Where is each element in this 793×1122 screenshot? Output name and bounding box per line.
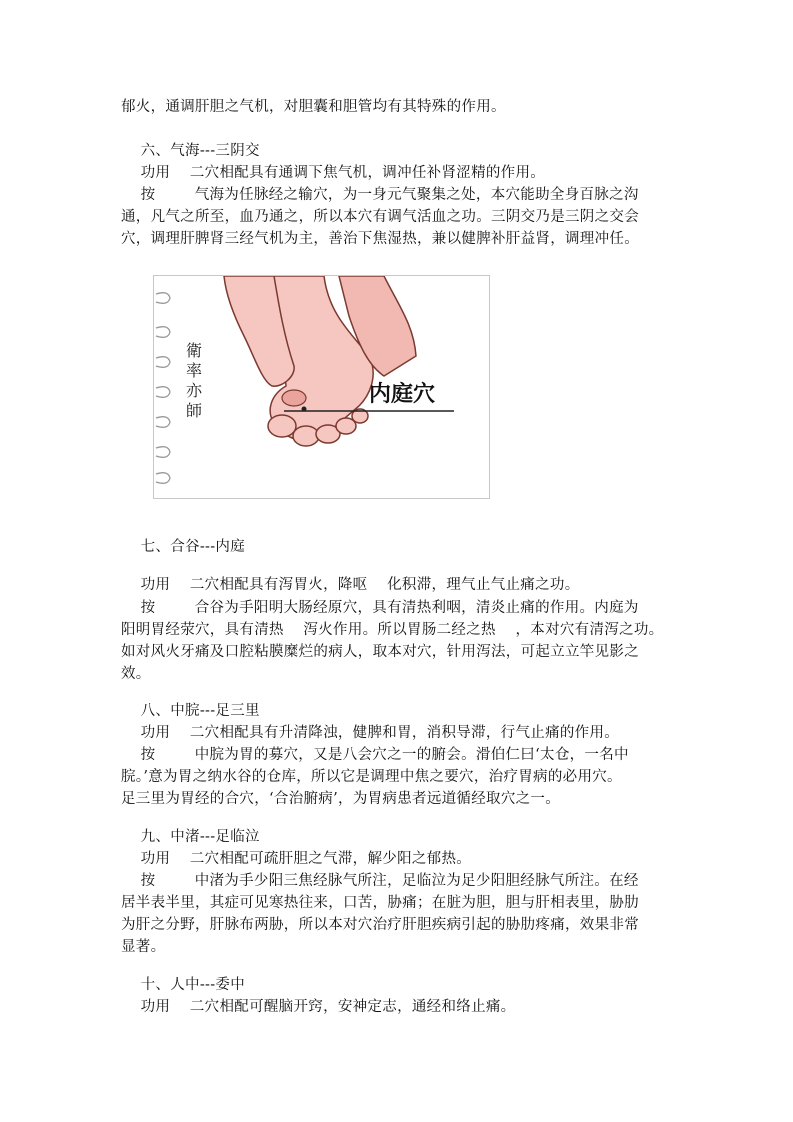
text-line: 按 气海为任脉经之输穴，为一身元气聚集之处，本穴能助全身百脉之沟 [121, 187, 639, 203]
text-line: 如对风火牙痛及口腔粘膜糜烂的病人，取本对穴，针用泻法，可起立立竿见影之 [121, 644, 639, 660]
text-line: 功用 二穴相配具有升清降浊，健脾和胃，消积导滞，行气止痛的作用。 [121, 725, 620, 741]
section-heading: 十、人中---委中 [121, 977, 246, 993]
section-heading: 六、气海---三阴交 [121, 143, 260, 159]
seal-char: 衛 [186, 341, 203, 360]
text-line: 阳明胃经荥穴，具有清热 泻火作用。所以胃肠二经之热 ，本对穴有清泻之功。 [121, 622, 664, 638]
text-line: 按 中渚为手少阳三焦经脉气所注，足临泣为足少阳胆经脉气所注。在经 [121, 873, 639, 889]
seal-char: 師 [186, 401, 203, 420]
ring-binder-icon [156, 293, 170, 484]
text-line: 穴，调理肝脾肾三经气机为主，善治下焦湿热，兼以健脾补肝益肾，调理冲任。 [121, 231, 639, 247]
text-line: 为肝之分野，肝脉布两胁，所以本对穴治疗肝胆疾病引起的胁肋疼痛，效果非常 [121, 917, 639, 933]
acupoint-label: 内庭穴 [369, 382, 436, 407]
text-line: 脘。’意为胃之纳水谷的仓库，所以它是调理中焦之要穴，治疗胃病的必用穴。 [121, 769, 622, 785]
text-line: 功用 二穴相配可疏肝胆之气滞，解少阳之郁热。 [121, 851, 472, 867]
section-heading: 八、中脘---足三里 [121, 703, 260, 719]
text-line: 郁火，通调肝胆之气机，对胆囊和胆管均有其特殊的作用。 [121, 99, 506, 115]
text-line: 通，凡气之所至，血乃通之，所以本穴有调气活血之功。三阴交乃是三阴之交会 [121, 209, 639, 225]
section-heading: 九、中渚---足临泣 [121, 829, 260, 845]
text-line: 功用 二穴相配具有通调下焦气机，调冲任补肾涩精的作用。 [121, 165, 546, 181]
text-line: 效。 [121, 666, 151, 682]
section-heading: 七、合谷---内庭 [121, 539, 246, 555]
foot-icon [224, 276, 454, 446]
text-line: 足三里为胃经的合穴，‘合治腑病’，为胃病患者远道循经取穴之一。 [121, 791, 561, 807]
text-line: 显著。 [121, 939, 166, 955]
text-line: 功用 二穴相配可醒脑开窍，安神定志，通经和络止痛。 [121, 999, 516, 1015]
seal-char: 亦 [186, 381, 203, 400]
text-line: 居半表半里，其症可见寒热往来，口苦，胁痛；在脏为胆，胆与肝相表里，胁肋 [121, 895, 639, 911]
seal-char: 率 [186, 361, 203, 380]
text-line: 按 中脘为胃的募穴，又是八会穴之一的腑会。滑伯仁曰‘太仓，一名中 [121, 747, 629, 763]
text-line: 按 合谷为手阳明大肠经原穴，具有清热利咽，清炎止痛的作用。内庭为 [121, 600, 639, 616]
text-line: 功用 二穴相配具有泻胃火，降呕 化积滞，理气止气止痛之功。 [121, 577, 580, 593]
seal-stamp [186, 341, 203, 420]
acupoint-illustration [153, 275, 490, 499]
